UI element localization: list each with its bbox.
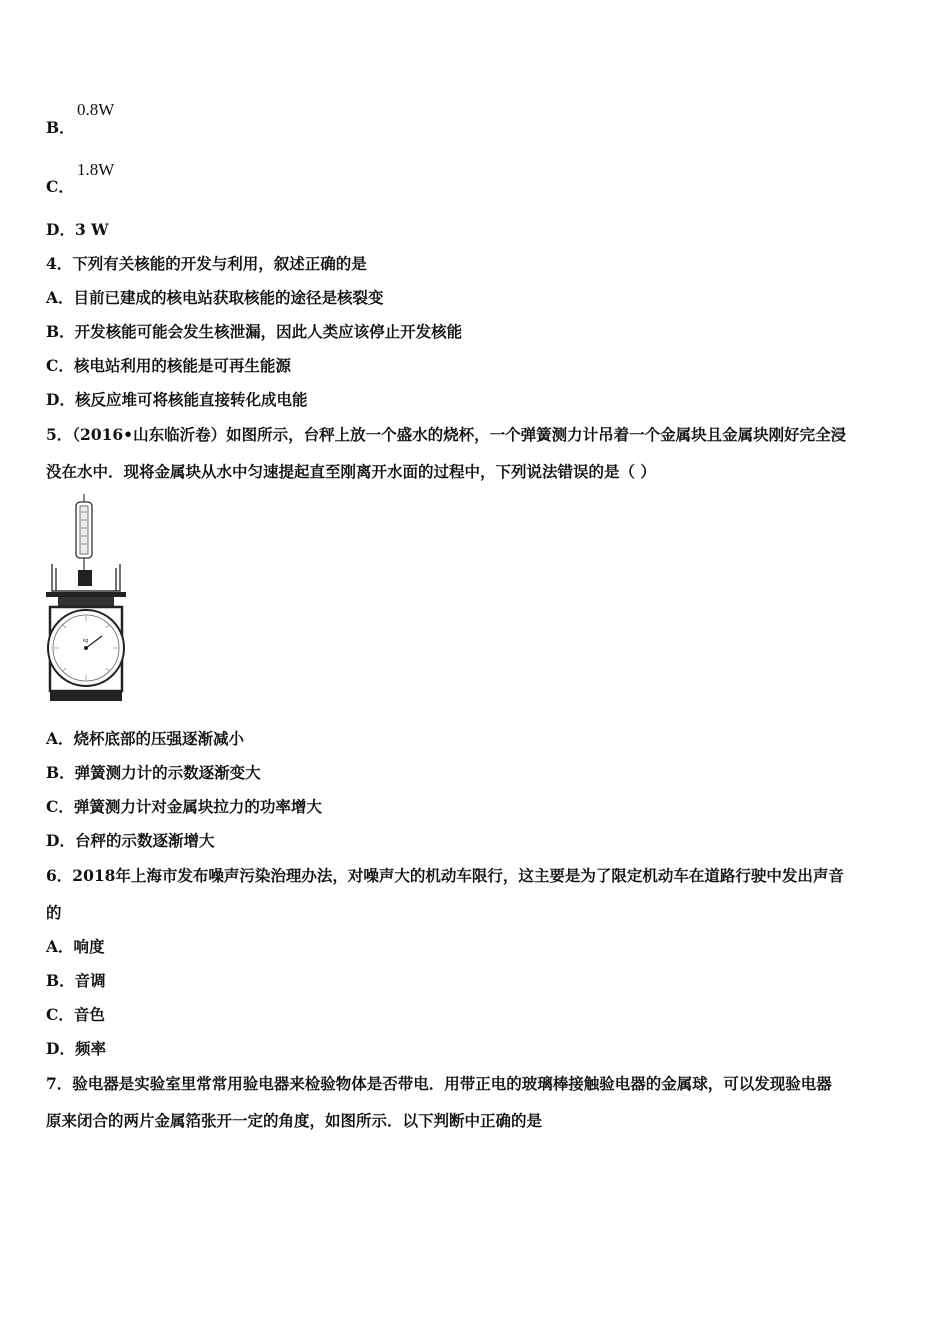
question-5-stem-line2: 没在水中．现将金属块从水中匀速提起直至刚离开水面的过程中，下列说法错误的是（ ）: [46, 462, 656, 481]
question-4-option-a: A．目前已建成的核电站获取核能的途径是核裂变: [46, 288, 384, 307]
metal-block: [78, 570, 92, 586]
question-4-stem: 4．下列有关核能的开发与利用，叙述正确的是: [46, 254, 367, 273]
option-d: D．3 W: [46, 220, 109, 239]
question-6-stem-line1: 6．2018年上海市发布噪声污染治理办法，对噪声大的机动车限行，这主要是为了限定机动车在道路行驶中发出声音: [46, 866, 844, 885]
question-4-option-b: B．开发核能可能会发生核泄漏，因此人类应该停止开发核能: [46, 322, 463, 341]
question-5-stem-line1: 5．（2016•山东临沂卷）如图所示，台秤上放一个盛水的烧杯，一个弹簧测力计吊着一个金属块且金属块刚好完全浸: [46, 425, 847, 444]
question-5-option-a: A．烧杯底部的压强逐渐减小: [46, 729, 245, 748]
question-5-option-b: B．弹簧测力计的示数逐渐变大: [46, 763, 261, 782]
question-6-option-c: C．音色: [46, 1005, 105, 1024]
option-b-label: B．: [46, 118, 75, 137]
question-6-stem-line2: 的: [46, 903, 62, 922]
question-7-stem-line2: 原来闭合的两片金属箔张开一定的角度，如图所示．以下判断中正确的是: [46, 1111, 543, 1130]
question-4-option-c: C．核电站利用的核能是可再生能源: [46, 356, 291, 375]
dial-unit-label: kg: [83, 638, 89, 644]
platform-scale: [46, 592, 126, 701]
question-4-option-d: D．核反应堆可将核能直接转化成电能: [46, 390, 308, 409]
spring-scale-balance-figure: [42, 494, 142, 706]
option-c-value: 1.8W: [77, 160, 115, 179]
question-5-option-c: C．弹簧测力计对金属块拉力的功率增大: [46, 797, 322, 816]
question-6-option-d: D．频率: [46, 1039, 106, 1058]
option-c-label: C．: [46, 177, 74, 196]
question-6-option-b: B．音调: [46, 971, 106, 990]
question-5-option-d: D．台秤的示数逐渐增大: [46, 831, 215, 850]
question-7-stem-line1: 7．验电器是实验室里常常用验电器来检验物体是否带电．用带正电的玻璃棒接触验电器的金属球，可以发现验电器: [46, 1074, 832, 1093]
spring-scale: [76, 494, 92, 570]
question-6-option-a: A．响度: [46, 937, 105, 956]
option-b-value: 0.8W: [77, 100, 115, 119]
